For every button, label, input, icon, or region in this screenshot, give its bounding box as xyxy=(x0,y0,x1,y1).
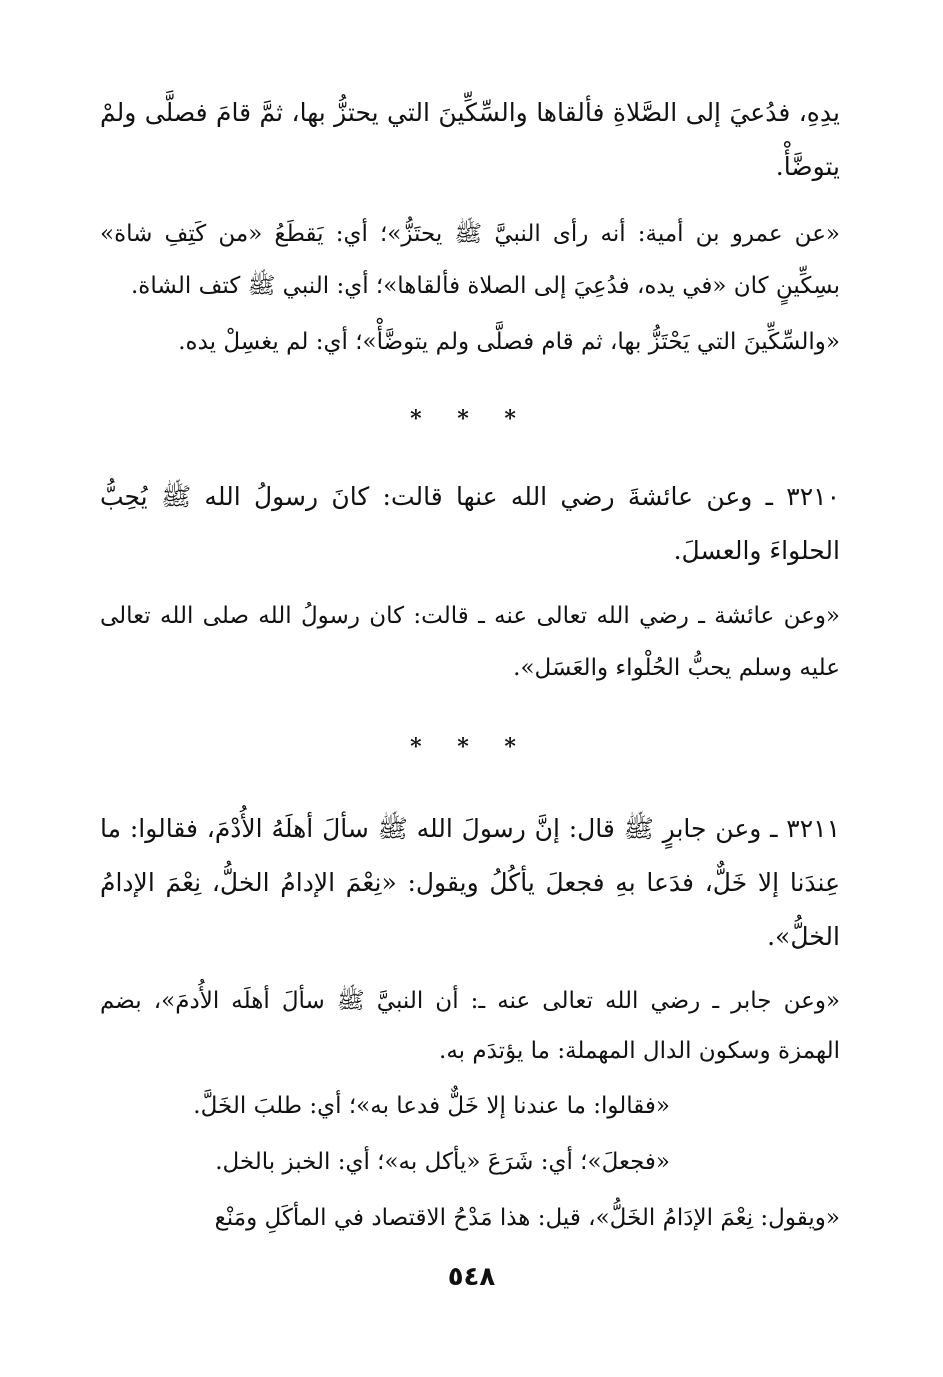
document-page xyxy=(100,86,840,1316)
commentary-paragraph: «ويقول: نِعْمَ الإدَامُ الخَلُّ»، قيل: هذا مَدْحُ الاقتصاد في المأكَلِ ومَنْع xyxy=(214,1205,840,1231)
commentary-paragraph: «وعن جابر ـ رضي الله تعالى عنه ـ: أن النبيَّ ﷺ سألَ أهلَه الأُدمَ»، بضم الهمزة وسكون الدال المهملة: ما يؤتدَم به. xyxy=(100,988,840,1064)
commentary-paragraph: «عن عمرو بن أمية: أنه رأى النبيَّ ﷺ يحتَزُّ»؛ أي: يَقطَعُ «من كَتِفِ شاة» بسِكِّينٍ كان «في يده، فدُعِيَ إلى الصلاة فألقاها»؛ أي: النبي ﷺ كتف الشاة. xyxy=(100,221,840,299)
hadith-3210: ٣٢١٠ ـ وعن عائشةَ رضي الله عنها قالت: كانَ رسولُ الله ﷺ يُحِبُّ الحلواءَ والعسلَ. xyxy=(100,482,840,565)
page-number: ٥٤٨ xyxy=(447,1262,496,1292)
commentary-paragraph: «فقالوا: ما عندنا إلا خَلٌّ فدعا به»؛ أي: طلبَ الخَلَّ. xyxy=(193,1093,670,1119)
section-separator: * * * xyxy=(410,406,530,432)
commentary-paragraph: «والسِّكِّينَ التي يَحْتَزُّ بها، ثم قام فصلَّى ولم يتوضَّأْ»؛ أي: لم يغسِلْ يده. xyxy=(178,329,840,355)
section-separator: * * * xyxy=(410,734,530,760)
commentary-paragraph: «فجعلَ»؛ أي: شَرَعَ «يأكل به»؛ أي: الخبز بالخل. xyxy=(215,1149,670,1175)
paragraph-continuation: يدِهِ، فدُعيَ إلى الصَّلاةِ فألقاها والسِّكِّينَ التي يحتزُّ بها، ثمَّ قامَ فصلَّى ولمْ يتوضَّأْ. xyxy=(100,98,840,181)
commentary-paragraph: «وعن عائشة ـ رضي الله تعالى عنه ـ قالت: كان رسولُ الله صلى الله تعالى عليه وسلم يحبُّ الحُلْواء والعَسَل». xyxy=(100,603,840,681)
hadith-3211: ٣٢١١ ـ وعن جابرٍ ﷺ قال: إنَّ رسولَ الله ﷺ سألَ أهلَهُ الأُدْمَ، فقالوا: ما عِندَنا إلا خَلٌّ، فدَعا بهِ فجعلَ يأكُلُ ويقول: «نِعْمَ الإدامُ الخلُّ، نِعْمَ الإدامُ الخلُّ». xyxy=(100,814,840,951)
